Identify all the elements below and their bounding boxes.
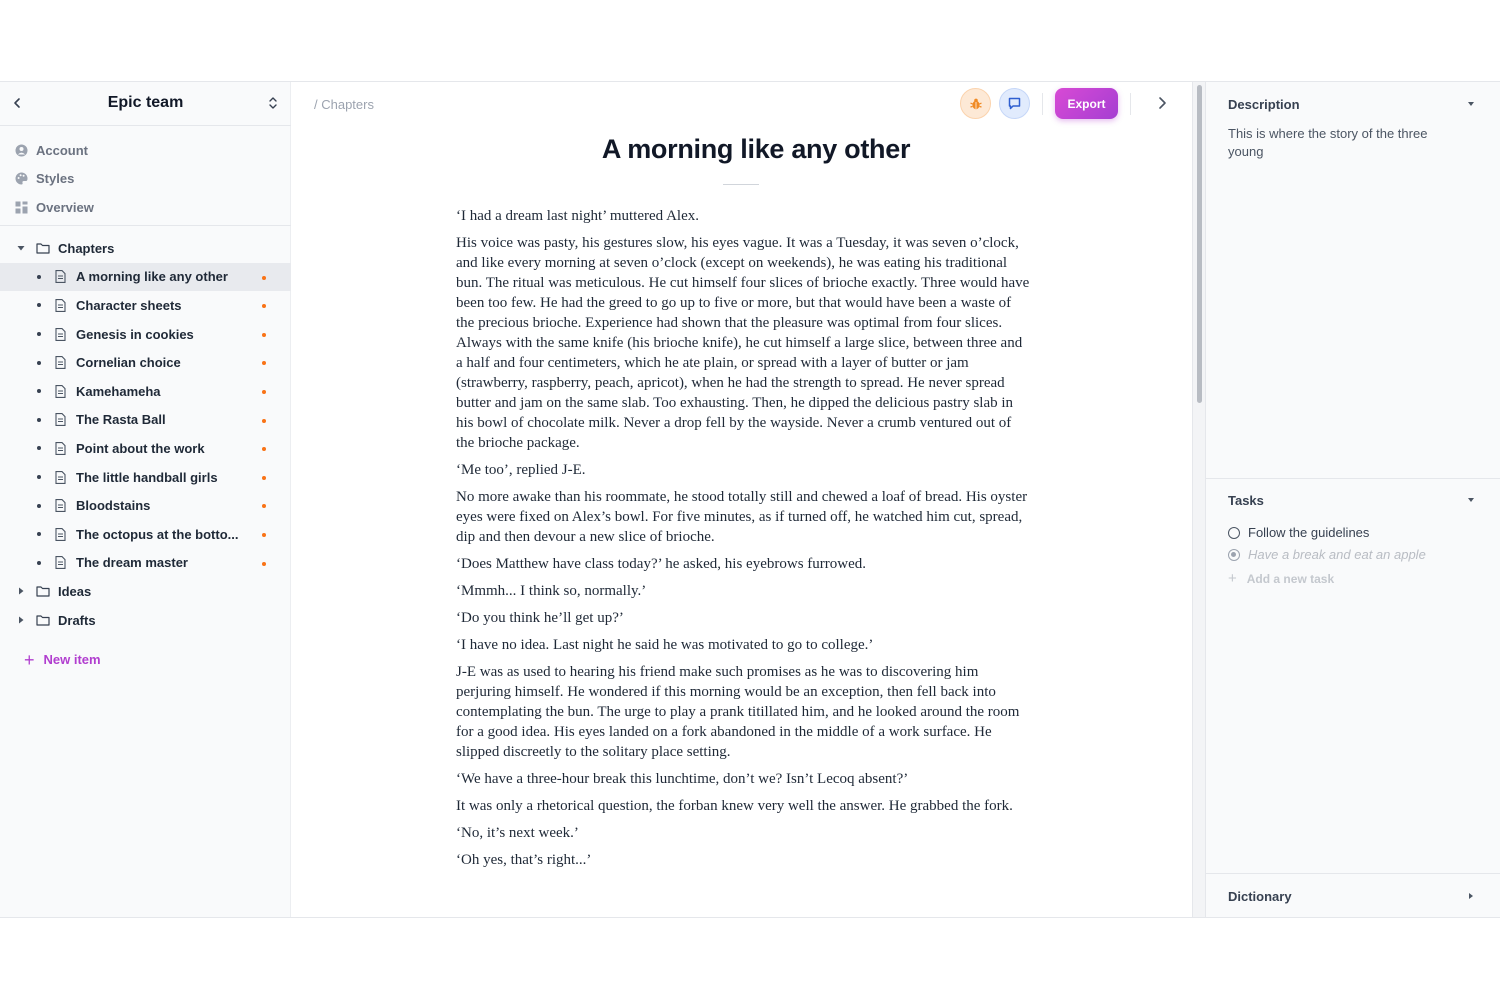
document-body[interactable] — [456, 206, 1030, 877]
paragraph[interactable]: No more awake than his roommate, he stood totally still and chewed a loaf of bread. His oyster eyes were fixed on Alex’s bowl. For five minutes, as if turned off, he watched him cut, spread, dip and then devour a new slice of brioche. — [456, 489, 1028, 545]
task-item[interactable] — [1228, 525, 1369, 540]
status-dot — [262, 447, 266, 451]
chevron-right-icon[interactable] — [1156, 95, 1168, 111]
task-label: Follow the guidelines — [1248, 525, 1370, 540]
paragraph[interactable]: ‘Oh yes, that’s right...’ — [456, 852, 592, 868]
paragraph[interactable]: ‘I have no idea. Last night he said he was motivated to go to college.’ — [456, 637, 874, 653]
caret-down-icon[interactable] — [1466, 495, 1476, 505]
sidebar-item-label: Account — [36, 142, 88, 158]
chapter-item[interactable] — [0, 491, 291, 520]
chapter-label: The octopus at the botto... — [76, 526, 239, 542]
sidebar — [0, 82, 291, 917]
chapter-label: A morning like any other — [76, 269, 228, 285]
bug-icon — [969, 97, 983, 111]
chapter-label: The dream master — [76, 555, 188, 571]
chapter-item[interactable] — [0, 406, 291, 435]
sidebar-item-label: Styles — [36, 171, 75, 187]
dictionary-header[interactable]: Dictionary — [1228, 889, 1292, 904]
sidebar-menu — [0, 136, 291, 222]
chat-icon — [1008, 97, 1021, 110]
caret-right-icon[interactable] — [16, 586, 26, 596]
caret-down-icon[interactable] — [16, 243, 26, 253]
document-icon — [55, 356, 66, 369]
plus-icon: + — [1228, 570, 1237, 587]
app-window — [0, 81, 1500, 918]
status-dot — [262, 361, 266, 365]
status-dot — [262, 419, 266, 423]
folder-label: Ideas — [58, 583, 92, 599]
new-item-button[interactable] — [24, 649, 101, 670]
status-dot — [262, 533, 266, 537]
bullet-icon — [37, 532, 41, 536]
toolbar-separator — [1130, 93, 1131, 115]
document-icon — [55, 299, 66, 312]
chapter-item[interactable] — [0, 549, 291, 578]
plus-icon: + — [24, 649, 35, 670]
chapter-item[interactable] — [0, 520, 291, 549]
document-icon — [55, 413, 66, 426]
paragraph[interactable]: His voice was pasty, his gestures slow, his eyes vague. It was a Tuesday, it was seven o’clock, and like every morning at seven o’clock (except on weekends), he was eating his traditional bun. The ritual was meticulous. He cut himself four slices of brioche exactly. Three would have been too few. He had the greed to go up to five or more, but that would have been a waste of the precious brioche. Experience had shown that the pleasure was optimal from four slices. Always with the same knife (his brioche knife), he cut himself a large slice, between three and a half and four centimeters, which he ate plain, or spread with a layer of butter or jam (strawberry, raspberry, peach, apricot), when he had the strength to spread. He never spread butter and jam on the same slab. Too exhausting. Then, he dipped the delicious pastry slab in his bowl of chocolate milk. Never a drop fell by the wayside. Never a crumb ventured out of the brioche package. — [456, 235, 1030, 451]
document-icon — [55, 499, 66, 512]
add-task-label: Add a new task — [1246, 571, 1335, 586]
paragraph[interactable]: It was only a rhetorical question, the forban knew very well the answer. He grabbed the fork. — [456, 798, 1013, 814]
chapter-label: Kamehameha — [76, 383, 161, 399]
status-dot — [262, 562, 266, 566]
document-icon — [55, 442, 66, 455]
chapter-label: Bloodstains — [76, 498, 151, 514]
chapter-item[interactable] — [0, 263, 291, 292]
tasks-header[interactable]: Tasks — [1228, 493, 1264, 508]
editor-toolbar — [960, 88, 1131, 119]
palette-icon — [15, 172, 28, 185]
details-panel — [1205, 82, 1500, 917]
caret-right-icon[interactable] — [1466, 891, 1476, 901]
page-title[interactable]: A morning like any other — [601, 134, 911, 164]
task-label: Have a break and eat an apple — [1248, 547, 1426, 562]
document-icon — [55, 270, 66, 283]
description-text[interactable]: This is where the story of the three young — [1228, 126, 1428, 159]
chapter-tree — [0, 234, 291, 634]
sidebar-item-styles[interactable] — [0, 165, 291, 194]
chapter-item[interactable] — [0, 377, 291, 406]
editor — [292, 82, 1191, 917]
caret-right-icon[interactable] — [16, 615, 26, 625]
bullet-icon — [37, 418, 41, 422]
breadcrumb[interactable]: / Chapters — [314, 97, 374, 112]
paragraph[interactable]: ‘We have a three-hour break this lunchtime, don’t we? Isn’t Lecoq absent?’ — [456, 771, 909, 787]
chapter-label: Genesis in cookies — [76, 326, 194, 342]
document-icon — [55, 528, 66, 541]
paragraph[interactable]: ‘Mmmh... I think so, normally.’ — [456, 583, 647, 599]
status-dot — [262, 304, 266, 308]
workspace-switch-icon[interactable] — [266, 94, 280, 112]
status-dot — [262, 504, 266, 508]
chapter-label: Character sheets — [76, 297, 182, 313]
description-header[interactable]: Description — [1228, 97, 1300, 112]
export-button[interactable]: Export — [1055, 88, 1118, 119]
add-task-button[interactable] — [1228, 570, 1334, 587]
folder-icon — [36, 242, 50, 254]
paragraph[interactable]: ‘I had a dream last night’ muttered Alex. — [456, 208, 699, 224]
panel-divider — [1206, 873, 1500, 874]
task-checkbox[interactable] — [1228, 527, 1240, 539]
bullet-icon — [37, 303, 41, 307]
bullet-icon — [37, 332, 41, 336]
folder-drafts[interactable] — [0, 606, 291, 635]
paragraph[interactable]: ‘Me too’, replied J-E. — [456, 462, 586, 478]
bullet-icon — [37, 361, 41, 365]
chapter-label: The little handball girls — [76, 469, 218, 485]
folder-label: Chapters — [58, 240, 115, 256]
folder-chapters[interactable] — [0, 234, 291, 263]
panel-divider — [1206, 478, 1500, 479]
bullet-icon — [37, 504, 41, 508]
folder-icon — [36, 585, 50, 597]
scrollbar-thumb[interactable] — [1197, 85, 1202, 403]
chapter-label: The Rasta Ball — [76, 412, 166, 428]
sidebar-divider — [0, 225, 291, 226]
folder-icon — [36, 614, 50, 626]
bullet-icon — [37, 446, 41, 450]
paragraph[interactable]: ‘Do you think he’ll get up?’ — [456, 610, 624, 626]
chapter-item[interactable] — [0, 291, 291, 320]
status-dot — [262, 276, 266, 280]
chapter-label: Point about the work — [76, 440, 205, 456]
new-item-label: New item — [43, 652, 101, 667]
sidebar-item-overview[interactable] — [0, 193, 291, 222]
sidebar-header — [0, 82, 291, 126]
paragraph[interactable]: J-E was as used to hearing his friend make such promises as he was to discovering him perjuring himself. He wondered if this morning would be an exception, then fell back into contemplating the bun. The urge to play a prank titillated him, and he looked around the room for a good idea. His eyes landed on a fork abandoned in the middle of a work surface. He slipped discreetly to the solitary place setting. — [456, 664, 1020, 760]
caret-down-icon[interactable] — [1466, 99, 1476, 109]
chapter-label: Cornelian choice — [76, 355, 181, 371]
paragraph[interactable]: ‘No, it’s next week.’ — [456, 825, 579, 841]
chapter-item[interactable] — [0, 348, 291, 377]
bullet-icon — [37, 561, 41, 565]
chapter-item[interactable] — [0, 434, 291, 463]
paragraph[interactable]: ‘Does Matthew have class today?’ he asked, his eyebrows furrowed. — [456, 556, 867, 572]
bug-report-button[interactable] — [960, 88, 991, 119]
sidebar-item-account[interactable] — [0, 136, 291, 165]
bullet-icon — [37, 275, 41, 279]
sidebar-item-label: Overview — [36, 199, 94, 215]
task-checkbox[interactable] — [1228, 549, 1240, 561]
user-circle-icon — [15, 144, 28, 157]
document-icon — [55, 556, 66, 569]
task-item[interactable] — [1228, 547, 1426, 562]
document-icon — [55, 328, 66, 341]
folder-ideas[interactable] — [0, 577, 291, 606]
status-dot — [262, 333, 266, 337]
bullet-icon — [37, 475, 41, 479]
status-dot — [262, 476, 266, 480]
bullet-icon — [37, 389, 41, 393]
editor-scrollbar[interactable] — [1192, 82, 1206, 917]
folder-label: Drafts — [58, 612, 96, 628]
document-icon — [55, 471, 66, 484]
chapter-item[interactable] — [0, 320, 291, 349]
comments-button[interactable] — [999, 88, 1030, 119]
status-dot — [262, 390, 266, 394]
title-divider — [723, 184, 759, 185]
document-icon — [55, 385, 66, 398]
grid-icon — [15, 201, 28, 214]
chapter-item[interactable] — [0, 463, 291, 492]
workspace-title[interactable]: Epic team — [107, 94, 184, 111]
toolbar-separator — [1042, 93, 1043, 115]
